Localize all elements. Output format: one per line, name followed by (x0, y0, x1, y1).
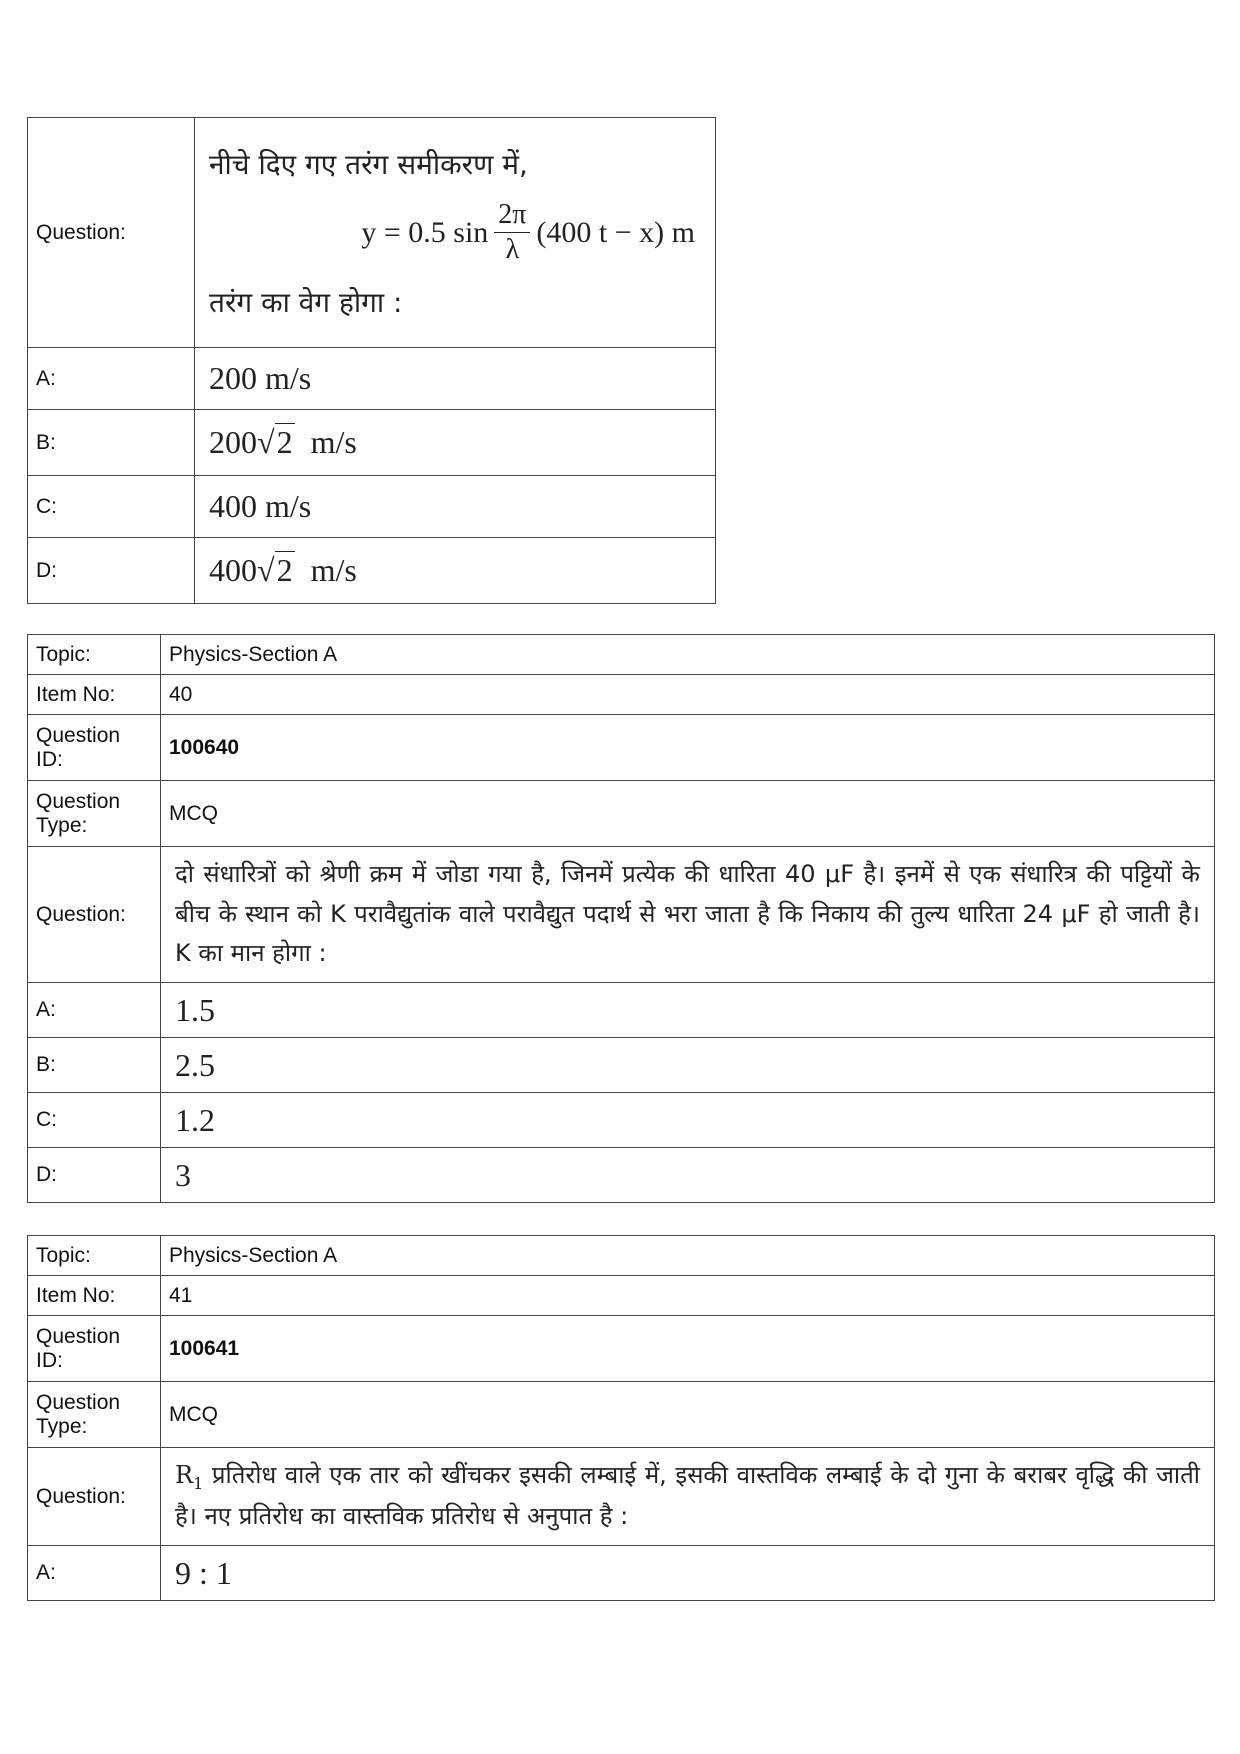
option-row (28, 1148, 1215, 1203)
question-label: Question: (28, 1448, 161, 1546)
item-no-value: 40 (161, 675, 1215, 715)
item-no-label: Item No: (28, 1276, 161, 1316)
option-label: D: (28, 1148, 161, 1203)
sqrt-symbol: √2 (257, 552, 293, 588)
topic-label: Topic: (28, 1236, 161, 1276)
option-coefficient: 200 (209, 424, 257, 460)
option-row (28, 1546, 1215, 1601)
question-id-label: Question ID: (28, 715, 161, 781)
option-label: A: (28, 348, 195, 410)
question-id-row (28, 715, 1215, 781)
question-line-2: तरंग का वेग होगा : (209, 285, 403, 319)
option-value: 200 m/s (195, 348, 716, 410)
topic-label: Topic: (28, 635, 161, 675)
question-line-1: नीचे दिए गए तरंग समीकरण में, (209, 147, 528, 181)
option-unit: m/s (294, 552, 357, 588)
wave-equation (209, 183, 701, 283)
item-no-label: Item No: (28, 675, 161, 715)
topic-row (28, 1236, 1215, 1276)
question-row (28, 118, 716, 348)
equation-rhs: (400 t − x) m (536, 215, 695, 249)
option-row (28, 348, 716, 410)
question-id-value: 100641 (161, 1316, 1215, 1382)
question-type-row (28, 1382, 1215, 1448)
option-row (28, 538, 716, 604)
question-type-label: Question Type: (28, 1382, 161, 1448)
question-type-label: Question Type: (28, 781, 161, 847)
topic-row (28, 635, 1215, 675)
option-row (28, 983, 1215, 1038)
question-type-value: MCQ (161, 781, 1215, 847)
option-coefficient: 400 (209, 552, 257, 588)
question-body: प्रतिरोध वाले एक तार को खींचकर इसकी लम्बाई में, इसकी वास्तविक लम्बाई के दो गुना के बराबर वृद्धि की जाती है। नए प्रतिरोध का वास्तविक प्रतिरोध से अनुपात है : (175, 1461, 1200, 1531)
option-unit: m/s (294, 424, 357, 460)
option-value: 400 m/s (195, 476, 716, 538)
question-row (28, 847, 1215, 983)
option-label: A: (28, 983, 161, 1038)
item-no-row (28, 675, 1215, 715)
option-value: 3 (161, 1148, 1215, 1203)
option-label: B: (28, 410, 195, 476)
topic-value: Physics-Section A (161, 635, 1215, 675)
equation-lhs: y = 0.5 sin (361, 215, 489, 249)
question-text (161, 1448, 1215, 1546)
option-label: A: (28, 1546, 161, 1601)
question-cell (195, 118, 716, 348)
resistance-symbol: R (175, 1461, 194, 1490)
sqrt-radicand: 2 (276, 424, 293, 460)
option-value: 9 : 1 (161, 1546, 1215, 1601)
option-label: B: (28, 1038, 161, 1093)
option-value: 1.5 (161, 983, 1215, 1038)
option-row (28, 410, 716, 476)
option-value (195, 410, 716, 476)
question-text: दो संधारित्रों को श्रेणी क्रम में जोडा गया है, जिनमें प्रत्येक की धारिता 40 μF है। इनमें से एक संधारित्र की पट्टियों के बीच के स्थान को K परावैद्युतांक वाले परावैद्युत पदार्थ से भरा जाता है कि निकाय की तुल्य धारिता 24 μF हो जाती है। K का मान होगा : (161, 847, 1215, 983)
question-label: Question: (28, 118, 195, 348)
option-value: 1.2 (161, 1093, 1215, 1148)
question-id-value: 100640 (161, 715, 1215, 781)
question-table-1 (27, 117, 716, 604)
question-id-label: Question ID: (28, 1316, 161, 1382)
topic-value: Physics-Section A (161, 1236, 1215, 1276)
item-no-value: 41 (161, 1276, 1215, 1316)
fraction-numerator: 2π (494, 201, 530, 233)
option-label: C: (28, 1093, 161, 1148)
item-no-row (28, 1276, 1215, 1316)
option-row (28, 1093, 1215, 1148)
option-value (195, 538, 716, 604)
question-type-row (28, 781, 1215, 847)
fraction-denominator: λ (505, 234, 520, 265)
equation-fraction (494, 201, 530, 264)
question-row (28, 1448, 1215, 1546)
option-value: 2.5 (161, 1038, 1215, 1093)
sqrt-radicand: 2 (276, 552, 293, 588)
question-id-row (28, 1316, 1215, 1382)
option-label: C: (28, 476, 195, 538)
option-label: D: (28, 538, 195, 604)
question-label: Question: (28, 847, 161, 983)
question-type-value: MCQ (161, 1382, 1215, 1448)
sqrt-symbol: √2 (257, 424, 293, 460)
question-table-3 (27, 1235, 1215, 1601)
resistance-subscript: 1 (193, 1473, 204, 1493)
option-row (28, 1038, 1215, 1093)
option-row (28, 476, 716, 538)
question-table-2 (27, 634, 1215, 1203)
